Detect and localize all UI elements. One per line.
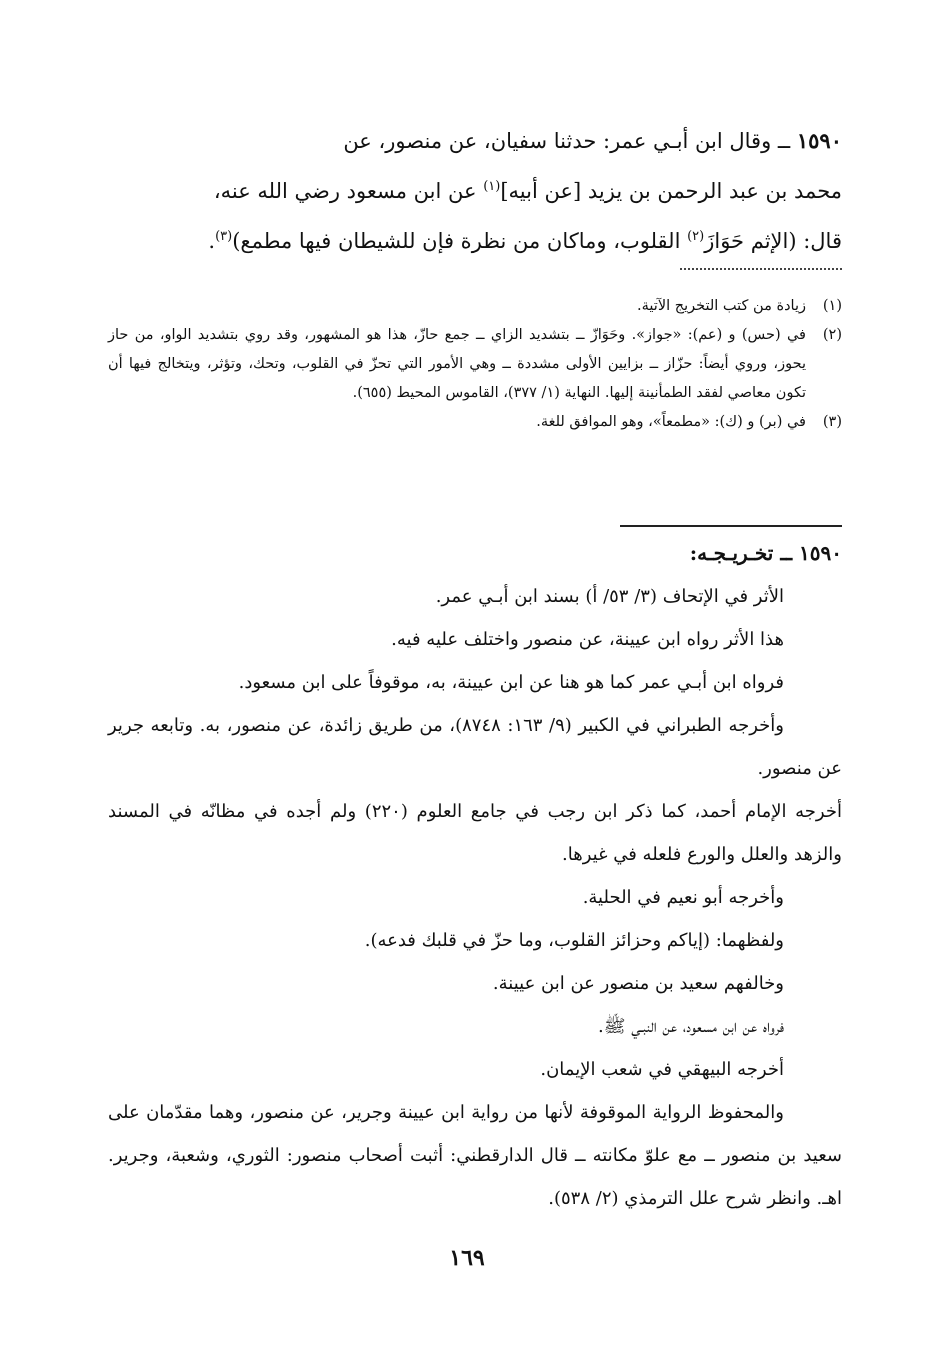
main-text-line2: محمد بن عبد الرحمن بن يزيد [عن أبيه] — [500, 179, 842, 203]
main-line-3 — [108, 214, 842, 264]
footnote-1 — [108, 292, 842, 321]
takhrij-paragraph: الأثر في الإتحاف (٣/ ٥٣/ أ) بسند ابن أبـي عمر. — [435, 586, 784, 607]
takhrij-paragraph: فرواه ابن أبـي عمر كما هو هنا عن ابن عيينة، به، موقوفاً على ابن مسعود. — [238, 672, 784, 693]
takhrij-paragraph: وخالفهم سعيد بن منصور عن ابن عيينة. — [492, 973, 784, 994]
takhrij-paragraph: والمحفوظ الرواية الموقوفة لأنها من رواية ابن عيينة وجرير، عن منصور، وهما مقدّمان على سعيد بن منصور ــ مع علوّ مكانته ــ قال الدارقطني: أثبت أصحاب منصور: الثوري، وشعبة، وجرير. اهـ. وانظر شرح علل الترمذي (٢/ ٥٣٨). — [108, 1102, 842, 1209]
footnote-text: زيادة من كتب التخريج الآتية. — [637, 298, 806, 314]
footnote-ref-2: (٢) — [687, 229, 705, 244]
takhrij-paragraph: هذا الأثر رواه ابن عيينة، عن منصور واختلف عليه فيه. — [391, 629, 784, 650]
footnote-number: (١) — [822, 298, 842, 314]
takhrij-paragraph: ولفظهما: (إياكم وحزائز القلوب، وما حزّ في قلبك فدعه). — [364, 930, 784, 951]
footnote-3 — [108, 408, 842, 437]
footnotes — [108, 292, 842, 437]
footnote-text: في (بر) و (ك): «مطمعاً»، وهو الموافق للغة. — [536, 414, 806, 430]
footnote-text: في (حس) و (عم): «جواز». وحَوَازّ ــ بتشديد الزاي ــ جمع حازّ، هذا هو المشهور، وقد روي بتشديد الواو، من حاز يحوز، وروي أيضاً: حزّاز ــ بزايين الأولى مشددة ــ وهي الأمور التي تحزّ في القلوب، وتحك، وتؤثر، ويتخالج فيها أن تكون معاصي لفقد الطمأنينة إليها. النهاية (١/ ٣٧٧)، القاموس المحيط (٦٥٥). — [108, 327, 806, 401]
footnote-ref-3: (٣) — [215, 229, 233, 244]
takhrij-paragraph: وأخرجه الطبراني في الكبير (٩/ ١٦٣: ٨٧٤٨)، من طريق زائدة، عن منصور، به. وتابعه جرير عن منصور. — [108, 715, 842, 779]
footnote-number: (٣) — [822, 414, 842, 430]
main-line-1 — [108, 118, 842, 164]
takhrij-paragraph: فرواه عن ابن مسعود، عن النبـي ﷺ. — [598, 1016, 784, 1037]
main-text-line3c: . — [208, 229, 216, 253]
main-text-line2b: عن ابن مسعود رضي الله عنه، — [213, 179, 484, 203]
main-text-line3b: القلوب، وماكان من نظرة فإن للشيطان فيها مطمع) — [232, 229, 688, 253]
main-text-line3: قال: (الإثم حَوَازَ — [704, 229, 842, 253]
footnote-separator-dots — [680, 268, 842, 272]
footnote-number: (٢) — [822, 327, 842, 343]
main-text-line1: ــ وقال ابن أبـي عمر: حدثنا سفيان، عن منصور، عن — [343, 129, 797, 153]
takhrij-section — [108, 532, 842, 1220]
main-line-2 — [108, 164, 842, 214]
footnote-2 — [108, 321, 842, 408]
takhrij-paragraph: وأخرجه أبو نعيم في الحلية. — [582, 887, 784, 908]
section-divider — [620, 525, 842, 527]
main-text-block — [108, 118, 842, 264]
takhrij-heading: ١٥٩٠ ــ تخـريـجـه: — [689, 541, 842, 565]
paragraph-number: ١٥٩٠ — [796, 128, 842, 153]
takhrij-paragraph: أخرجه البيهقي في شعب الإيمان. — [540, 1059, 784, 1080]
takhrij-paragraph: أخرجه الإمام أحمد، كما ذكر ابن رجب في جامع العلوم (٢٢٠) ولم أجده في مظانّه في المسند والزهد والعلل والورع فلعله في غيرها. — [108, 801, 842, 865]
page-number: ١٦٩ — [449, 1245, 485, 1271]
footnote-ref-1: (١) — [483, 179, 501, 194]
